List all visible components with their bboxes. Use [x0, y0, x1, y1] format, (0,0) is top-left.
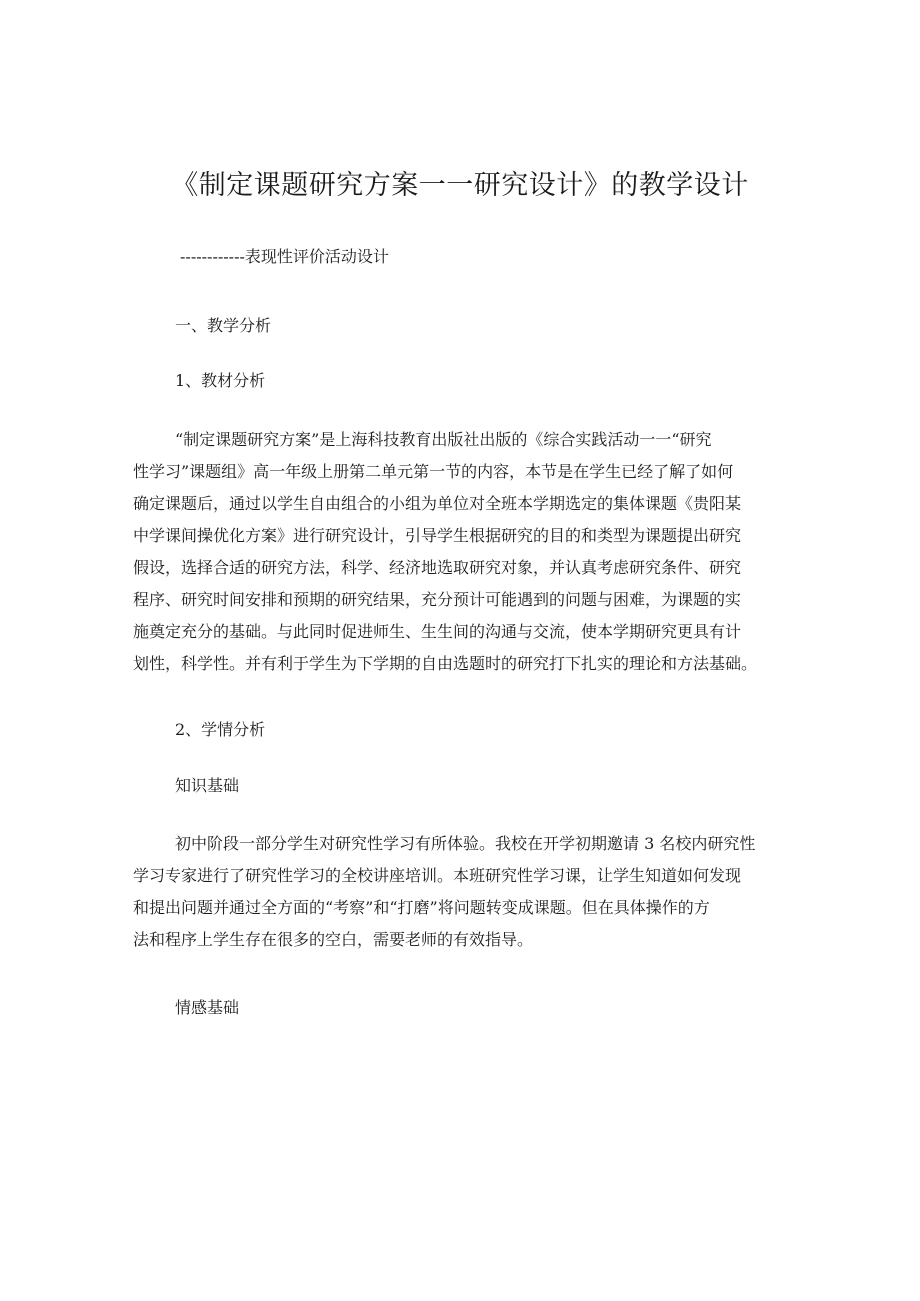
paragraph-line: 划性，科学性。并有利于学生为下学期的自由选题时的研究打下扎实的理论和方法基础。 — [133, 654, 758, 673]
subsection-heading-textbook-analysis: 1、教材分析 — [175, 371, 266, 390]
paragraph-line: 施奠定充分的基础。与此同时促进师生、生生间的沟通与交流，使本学期研究更具有计 — [133, 622, 742, 641]
section-heading-teaching-analysis: 一、教学分析 — [175, 316, 272, 335]
paragraph-line: 假设，选择合适的研究方法，科学、经济地选取研究对象，并认真考虑研究条件、研究 — [133, 558, 742, 577]
paragraph-knowledge-basis — [133, 828, 793, 956]
emotional-basis-heading: 情感基础 — [175, 998, 240, 1017]
document-subtitle: ------------表现性评价活动设计 — [180, 247, 389, 266]
knowledge-basis-heading: 知识基础 — [175, 776, 240, 795]
paragraph-line: 确定课题后，通过以学生自由组合的小组为单位对全班本学期选定的集体课题《贵阳某 — [133, 494, 742, 513]
paragraph-line: 法和程序上学生存在很多的空白，需要老师的有效指导。 — [133, 930, 534, 949]
paragraph-line: 初中阶段一部分学生对研究性学习有所体验。我校在开学初期邀请 3 名校内研究性 — [175, 834, 756, 853]
paragraph-line: 中学课间操优化方案》进行研究设计，引导学生根据研究的目的和类型为课题提出研究 — [133, 526, 742, 545]
paragraph-line: 学习专家进行了研究性学习的全校讲座培训。本班研究性学习课，让学生知道如何发现 — [133, 866, 742, 885]
subsection-heading-student-analysis: 2、学情分析 — [175, 720, 266, 739]
paragraph-textbook-analysis — [133, 424, 793, 680]
document-title: 《制定课题研究方案一一研究设计》的教学设计 — [171, 170, 749, 201]
paragraph-line: 程序、研究时间安排和预期的研究结果，充分预计可能遇到的问题与困难，为课题的实 — [133, 590, 742, 609]
paragraph-line: 性学习”课题组》高一年级上册第二单元第一节的内容，本节是在学生已经了解了如何 — [133, 462, 734, 481]
paragraph-line: “制定课题研究方案”是上海科技教育出版社出版的《综合实践活动一一“研究 — [175, 430, 712, 449]
paragraph-line: 和提出问题并通过全方面的“考察”和“打磨”将问题转变成课题。但在具体操作的方 — [133, 898, 710, 917]
